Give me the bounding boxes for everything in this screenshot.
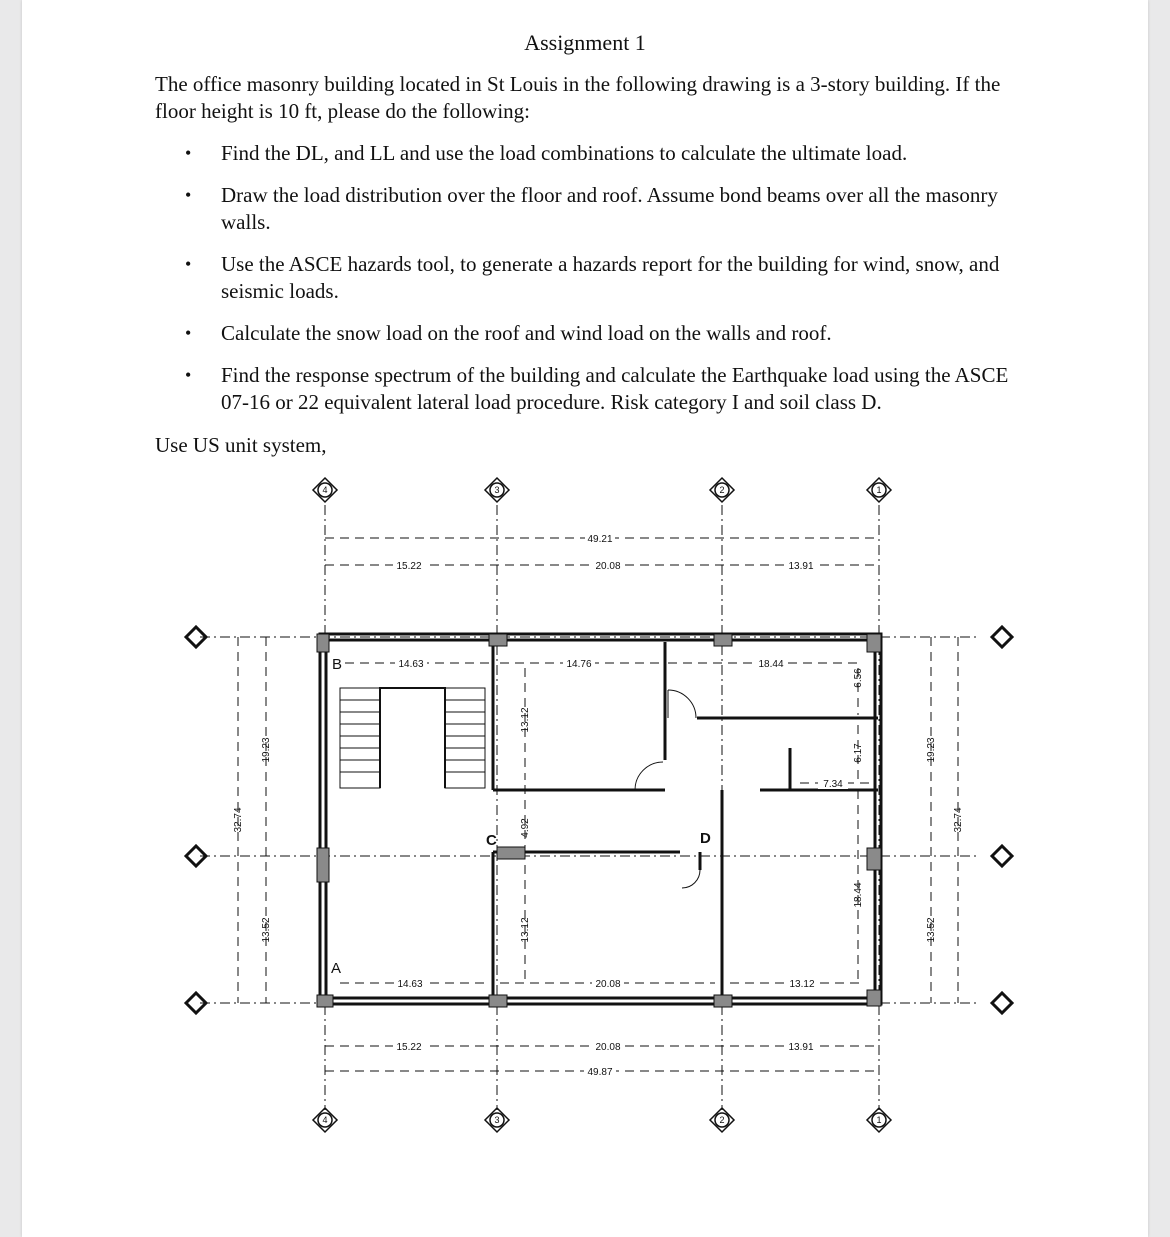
room-label-c: C [486,832,497,849]
grid-label: 4 [322,1115,328,1125]
grid-lines [200,505,980,1110]
closing-line: Use US unit system, [155,433,327,457]
dim-top-middle: 20.08 [595,561,621,572]
grid-label: 2 [719,485,725,495]
grid-label: 4 [322,485,328,495]
room-label-a: A [331,960,342,977]
grid-bubbles-bottom [313,1108,891,1132]
grid-label: 3 [494,1115,500,1125]
dim-c-bottom: 13.12 [520,917,531,943]
dim-bottom-left: 15.22 [396,1042,422,1053]
dim-inside-bottom-right: 13.12 [789,979,815,990]
interior-walls [493,642,878,996]
dim-right-bottom: 13.52 [926,917,937,943]
room-label-b: B [332,656,343,673]
dim-left-bottom: 13.52 [261,917,272,943]
dim-inside-bottom-middle: 20.08 [595,979,621,990]
dim-east: 18.44 [853,882,864,908]
grid-label: 2 [719,1115,725,1125]
list-item: • Draw the load distribution over the floor and roof. Assume bond beams over all the masonry walls. [185,183,998,234]
exterior-walls [320,634,881,1004]
dim-top-left: 15.22 [396,561,422,572]
bullet-icon: • [185,143,192,163]
dim-right-top: 19.23 [926,737,937,763]
dim-right-overall: 32.74 [953,807,964,833]
dimension-lines [238,538,958,1071]
stair-symbol [340,688,485,788]
dim-inside-bottom-left: 14.63 [397,979,423,990]
grid-label: 3 [494,485,500,495]
bullet-icon: • [185,323,192,343]
grid-label: 1 [876,485,882,495]
list-item: • Find the response spectrum of the building and calculate the Earthquake load using the ASCE 07-16 or 22 equivalent lateral load procedure. Risk category I and soil class D. [185,363,1009,414]
room-label-d: D [700,830,711,847]
dim-bottom-middle: 20.08 [595,1042,621,1053]
dim-inside-top-left: 14.63 [398,659,424,670]
grid-bubbles-sides [186,627,1012,1013]
dim-left-top: 19.23 [261,737,272,763]
dim-bottom-overall: 49.87 [587,1067,613,1078]
floor-plan-drawing [160,465,1040,1145]
dim-left-overall: 32.74 [233,807,244,833]
dim-ne-b: 6.17 [853,743,864,763]
intro-paragraph: The office masonry building located in St Louis in the following drawing is a 3-story building. If the floor height is 10 ft, please do the following: [155,72,1001,123]
grid-bubbles-top [313,478,891,502]
document-title: Assignment 1 [524,30,646,55]
bullet-icon: • [185,254,192,274]
bullet-icon: • [185,185,192,205]
dim-ne-a: 6.56 [853,668,864,688]
list-item: • Find the DL, and LL and use the load combinations to calculate the ultimate load. [185,141,908,165]
dim-c-top: 13.12 [520,707,531,733]
bullet-icon: • [185,365,192,385]
dim-bottom-right: 13.91 [788,1042,814,1053]
list-item: • Calculate the snow load on the roof and wind load on the walls and roof. [185,321,832,345]
dim-inside-top-right: 18.44 [758,659,784,670]
grid-label: 1 [876,1115,882,1125]
list-item: • Use the ASCE hazards tool, to generate a hazards report for the building for wind, snow, and seismic loads. [185,252,1000,303]
dim-top-right: 13.91 [788,561,814,572]
columns [317,634,881,1007]
dim-top-overall: 49.21 [587,534,613,545]
dim-inside-top-middle: 14.76 [566,659,592,670]
task-list [155,140,1035,431]
dim-c-mid: 4.92 [520,818,531,838]
dim-small-width: 7.34 [823,779,843,790]
